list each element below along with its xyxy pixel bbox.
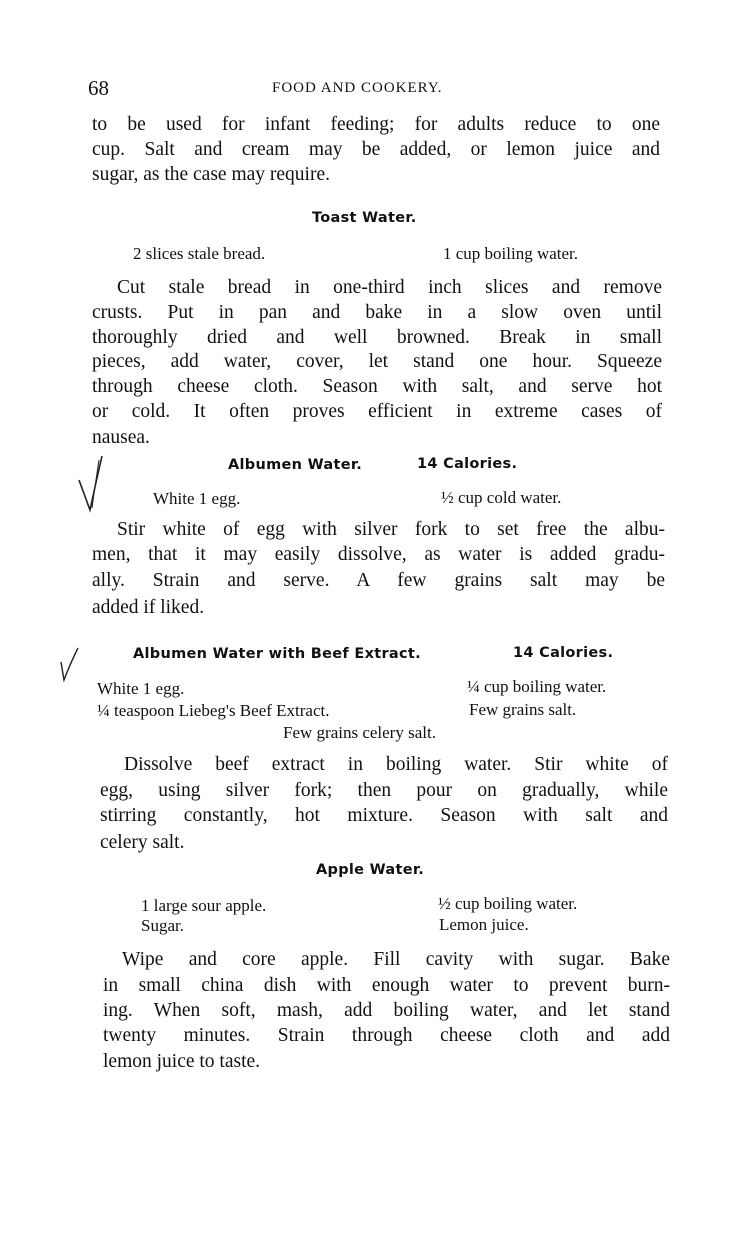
calories-label: 14 Calories. [513,645,614,661]
text-line: egg, using silver fork; then pour on gradually, while [100,781,668,801]
text-line: ing. When soft, mash, add boiling water, and let stand [103,1001,670,1021]
recipe-title-toast-water: Toast Water. [312,210,417,226]
ingredient: ¼ teaspoon Liebeg's Beef Extract. [97,701,330,720]
text-line: twenty minutes. Strain through cheese cloth and add [103,1026,670,1046]
page-number: 68 [88,76,109,100]
text-line: ally. Strain and serve. A few grains salt may be [92,571,665,591]
text-line: added if liked. [92,597,205,618]
recipe-title-apple-water: Apple Water. [316,862,425,878]
text-line: Wipe and core apple. Fill cavity with sugar. Bake [122,950,670,970]
text-line: in small china dish with enough water to prevent burn- [103,976,670,996]
ingredient: Few grains celery salt. [283,723,436,742]
recipe-title-albumen-water: Albumen Water. [228,457,363,473]
text-line: Cut stale bread in one-third inch slices and remove [117,278,662,298]
text-line: Dissolve beef extract in boiling water. Stir white of [124,755,668,775]
ingredient: ½ cup cold water. [441,488,562,507]
ingredient: ½ cup boiling water. [438,894,578,913]
ingredient: Sugar. [141,916,184,935]
ingredient: 1 large sour apple. [141,896,267,915]
text-line: or cold. It often proves efficient in extreme cases of [92,402,662,422]
ingredient: ¼ cup boiling water. [467,677,607,696]
ingredient: Lemon juice. [439,915,529,934]
ingredient: Few grains salt. [469,700,577,719]
text-line: nausea. [92,427,150,448]
text-line: pieces, add water, cover, let stand one hour. Squeeze [92,352,662,372]
text-line: cup. Salt and cream may be added, or lemon juice and [92,140,660,160]
ingredient: 2 slices stale bread. [133,244,266,263]
text-line: stirring constantly, hot mixture. Season with salt and [100,806,668,826]
ingredient: White 1 egg. [97,679,185,698]
ingredient: 1 cup boiling water. [443,244,579,263]
text-line: through cheese cloth. Season with salt, and serve hot [92,377,662,397]
running-title: FOOD AND COOKERY. [272,80,443,96]
recipe-title-albumen-beef: Albumen Water with Beef Extract. [133,646,421,662]
text-line: sugar, as the case may require. [92,164,330,185]
text-line: men, that it may easily dissolve, as water is added gradu- [92,545,665,565]
text-line: lemon juice to taste. [103,1051,261,1072]
handwritten-checkmark-icon [58,644,82,684]
text-line: celery salt. [100,832,185,853]
text-line: crusts. Put in pan and bake in a slow oven until [92,303,662,323]
calories-label: 14 Calories. [417,456,518,472]
text-line: Stir white of egg with silver fork to set free the albu- [117,520,665,540]
text-line: thoroughly dried and well browned. Break in small [92,328,662,348]
handwritten-checkmark-icon [76,452,106,514]
ingredient: White 1 egg. [153,489,241,508]
text-line: to be used for infant feeding; for adults reduce to one [92,115,660,135]
